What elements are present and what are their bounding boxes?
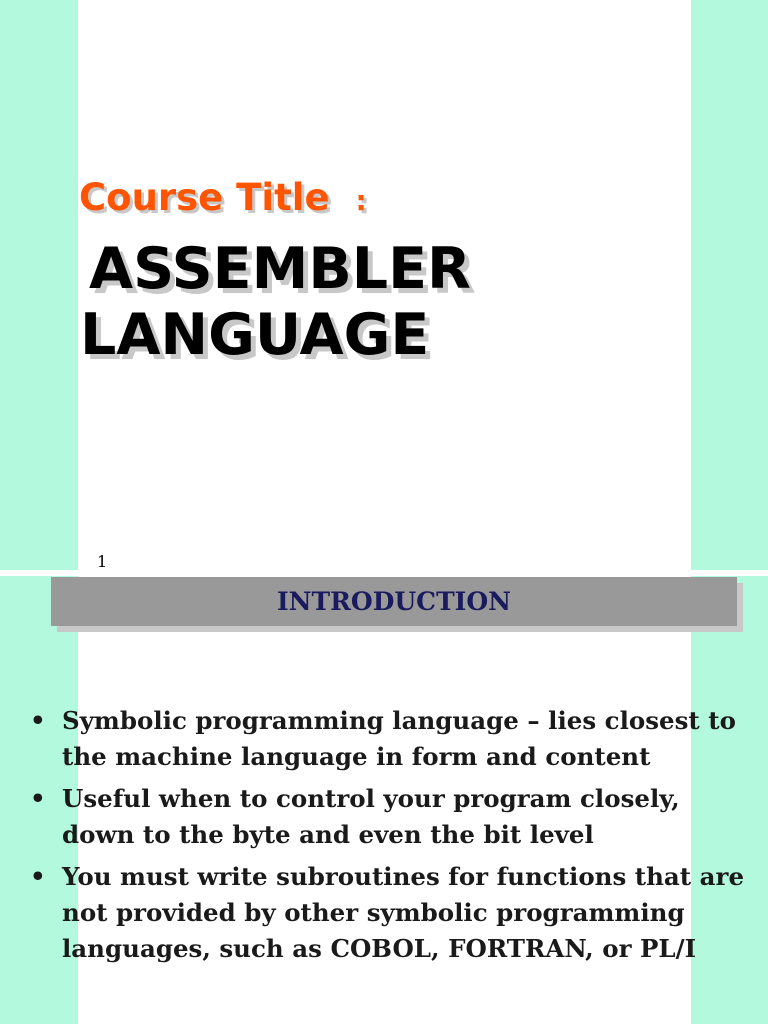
bullet-icon: • <box>30 862 46 891</box>
course-title-row <box>79 176 367 219</box>
list-item <box>30 859 750 967</box>
page-number: 1 <box>97 552 108 570</box>
course-title-colon: : <box>355 184 367 217</box>
list-item <box>30 703 750 775</box>
heading-bar <box>51 577 737 626</box>
bullet-icon: • <box>30 784 46 813</box>
bullet-text: Symbolic programming language – lies closest to the machine language in form and content <box>62 706 736 771</box>
introduction-heading: INTRODUCTION <box>276 587 511 616</box>
title-line-1: ASSEMBLER <box>89 236 471 302</box>
bullet-icon: • <box>30 706 46 735</box>
left-side-band <box>0 0 78 570</box>
right-side-band <box>691 0 768 570</box>
course-name-title <box>80 236 471 368</box>
bullet-text: Useful when to control your program closely, down to the byte and even the bit level <box>62 784 680 849</box>
list-item <box>30 781 750 853</box>
title-line-2: LANGUAGE <box>80 302 430 368</box>
course-title-label: Course Title <box>79 176 330 219</box>
bullet-text: You must write subroutines for functions that are not provided by other symbolic programming languages, such as COBOL, FORTRAN, or PL/I <box>62 862 745 963</box>
introduction-slide <box>0 576 768 1024</box>
bullet-list <box>30 703 750 973</box>
